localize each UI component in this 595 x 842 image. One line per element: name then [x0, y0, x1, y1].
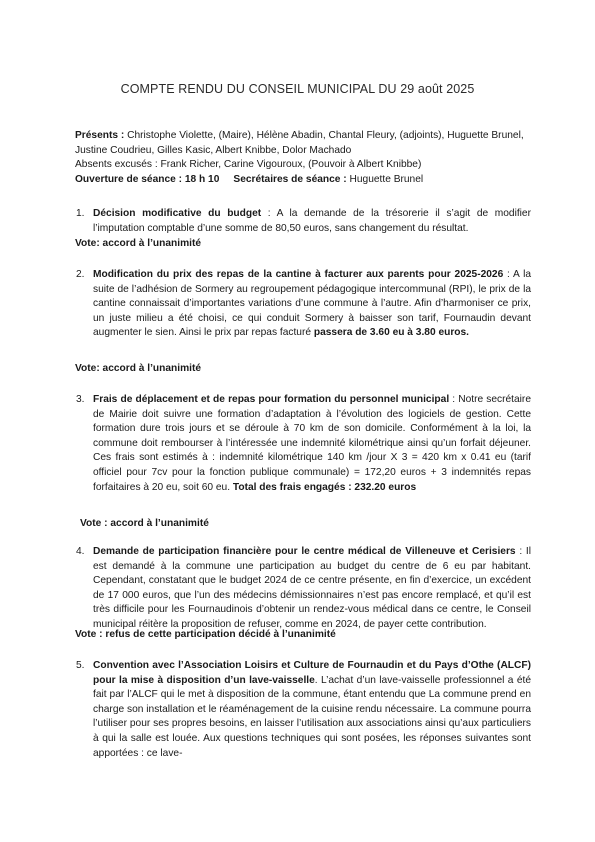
presents-text: Christophe Violette, (Maire), Hélène Abadin, Chantal Fleury, (adjoints), Huguette Brunel, Justine Coudrieu, Gilles Kasic, Albert Knibbe, Dolor Machado [75, 130, 524, 156]
vote-result: Vote : accord à l’unanimité [80, 518, 209, 529]
item-text: : Il est demandé à la commune une participation au budget du centre de 6 eu par habitant. Cependant, constatant que le budget 2024 de ce centre présente, en fin d’exercice, un excédent de 17 000 euros, que l’un des médecins démissionnaires n’est pas encore remplacé, et qu’il est très difficile pour les Fournaudinois d’obtenir un rendez-vous médical dans ce centre, le Conseil municipal réitère la proposition de refuser, comme en 2024, de payer cette contribution. [93, 546, 531, 630]
item-text: : A la demande de la trésorerie il s’agit de modifier l’imputation comptable d’une somme de 80,50 euros, sans changement du résultat. [93, 208, 531, 234]
vote-result: Vote : refus de cette participation décidé à l’unanimité [75, 629, 336, 640]
agenda-item [76, 393, 531, 495]
item-number: 4. [76, 546, 85, 557]
agenda-item [76, 545, 531, 633]
item-body [93, 659, 531, 761]
item-title: Frais de déplacement et de repas pour formation du personnel municipal [93, 394, 450, 405]
item-body [93, 393, 531, 495]
item-conclusion: Total des frais engagés : 232.20 euros [232, 481, 417, 493]
item-title: Convention avec l’Association Loisirs et Culture de Fournaudin et du Pays d’Othe (ALCF) pour la mise à disposition d’un lave-vaisselle [93, 660, 531, 686]
item-text: . L’achat d’un lave-vaisselle professionnel a été fait par l’ALCF qui le met à disposition de la commune, étant entendu que La commune prend en charge son installation et le réaménagement de la cuisine rendu nécessaire. La commune pourra l’utiliser pour ses propres besoins, en laisser l’utilisation aux associations ainsi qu’aux particuliers à qui la salle est louée. Aux questions techniques qui sont posées, les réponses suivantes sont apportées : ce lave- [93, 674, 531, 759]
presents-label: Présents : [75, 130, 125, 141]
opening-label: Ouverture de séance : 18 h 10 [75, 173, 220, 185]
agenda-item [76, 268, 531, 341]
secretary-name: Huguette Brunel [346, 173, 424, 185]
vote-result: Vote: accord à l’unanimité [75, 238, 202, 249]
item-title: Modification du prix des repas de la cantine à facturer aux parents pour 2025-2026 [93, 269, 504, 280]
item-text: : Notre secrétaire de Mairie doit suivre une formation d’adaptation à l’évolution des logiciels de gestion. Cette formation dure trois jours et se déroule à 70 km de son domicile. Conformément à la loi, la commune doit rembourser à l’intéressée une indemnité kilométrique ainsi qu’un forfait déjeuner. Ces frais sont estimés à : indemnité kilométrique 140 km /jour X 3 = 420 km x 0.41 eu (tarif officiel pour 7cv pour la fonction publique communale) = 172,20 euros + 3 indemnités repas forfaitaires à 20 eu, soit 60 eu. [93, 394, 531, 493]
item-title: Demande de participation financière pour le centre médical de Villeneuve et Cerisiers [93, 546, 516, 557]
item-number: 3. [76, 394, 85, 405]
presents-line [75, 129, 533, 158]
agenda-item [76, 207, 531, 236]
opening-line [75, 173, 533, 188]
agenda-item [76, 659, 531, 761]
item-body [93, 207, 531, 236]
page-title: COMPTE RENDU DU CONSEIL MUNICIPAL DU 29 août 2025 [120, 82, 475, 96]
item-number: 1. [76, 208, 85, 219]
item-text: : A la suite de l’adhésion de Sormery au regroupement pédagogique intercommunal (RPI), le prix de la cantine connaissait d’importantes variations d’une commune à l’autre. Afin d’harmoniser ce prix, un juste milieu a été choisi, ce qui conduit Sormery à baisser son tarif, Fournaudin devant augmenter le sien. Ainsi le prix par repas facturé [93, 269, 531, 339]
item-title: Décision modificative du budget [93, 208, 262, 219]
item-number: 5. [76, 660, 85, 671]
item-number: 2. [76, 269, 85, 280]
item-conclusion: passera de 3.60 eu à 3.80 euros. [313, 327, 470, 339]
attendance-header [75, 129, 533, 187]
item-body [93, 268, 531, 341]
secretary-label: Secrétaires de séance : [233, 173, 347, 185]
vote-result: Vote: accord à l’unanimité [75, 363, 202, 374]
item-body [93, 545, 531, 633]
absents-line: Absents excusés : Frank Richer, Carine Vigouroux, (Pouvoir à Albert Knibbe) [75, 159, 422, 170]
